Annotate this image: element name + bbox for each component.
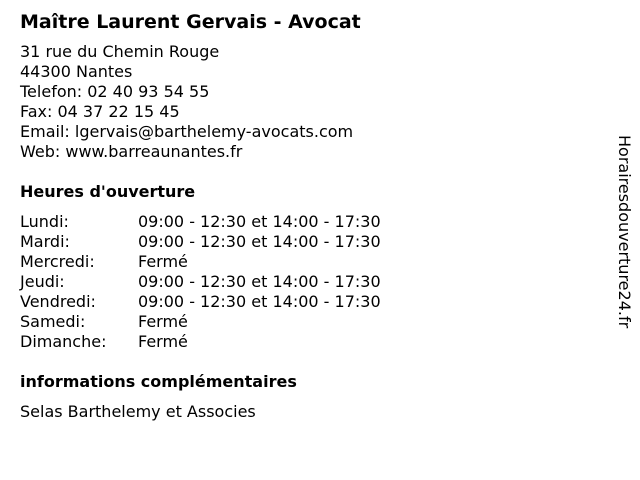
additional-info-text: Selas Barthelemy et Associes	[20, 402, 256, 421]
opening-hours-table	[20, 212, 381, 352]
hours-row	[20, 272, 381, 292]
day-hours: 09:00 - 12:30 et 14:00 - 17:30	[138, 272, 381, 291]
business-card	[20, 10, 600, 422]
day-hours: Fermé	[138, 312, 188, 331]
phone-line: Telefon: 02 40 93 54 55	[20, 82, 210, 101]
day-label: Lundi:	[20, 212, 69, 231]
day-hours: 09:00 - 12:30 et 14:00 - 17:30	[138, 212, 381, 231]
hours-row	[20, 232, 381, 252]
day-hours: 09:00 - 12:30 et 14:00 - 17:30	[138, 232, 381, 251]
day-hours: Fermé	[138, 332, 188, 351]
hours-row	[20, 312, 381, 332]
day-hours: 09:00 - 12:30 et 14:00 - 17:30	[138, 292, 381, 311]
day-hours: Fermé	[138, 252, 188, 271]
day-label: Jeudi:	[20, 272, 65, 291]
hours-row	[20, 212, 381, 232]
day-label: Samedi:	[20, 312, 86, 331]
opening-hours-heading: Heures d'ouverture	[20, 182, 196, 201]
site-watermark: Horairesdouverture24.fr	[615, 135, 634, 329]
hours-row	[20, 252, 381, 272]
day-label: Mercredi:	[20, 252, 95, 271]
street-line: 31 rue du Chemin Rouge	[20, 42, 220, 61]
day-label: Mardi:	[20, 232, 70, 251]
day-label: Dimanche:	[20, 332, 107, 351]
fax-line: Fax: 04 37 22 15 45	[20, 102, 180, 121]
address-block	[20, 42, 600, 162]
hours-row	[20, 292, 381, 312]
email-line: Email: lgervais@barthelemy-avocats.com	[20, 122, 354, 141]
day-label: Vendredi:	[20, 292, 96, 311]
additional-info-heading: informations complémentaires	[20, 372, 297, 391]
hours-row	[20, 332, 381, 352]
page-title: Maître Laurent Gervais - Avocat	[20, 11, 361, 33]
web-line: Web: www.barreaunantes.fr	[20, 142, 243, 161]
city-line: 44300 Nantes	[20, 62, 133, 81]
